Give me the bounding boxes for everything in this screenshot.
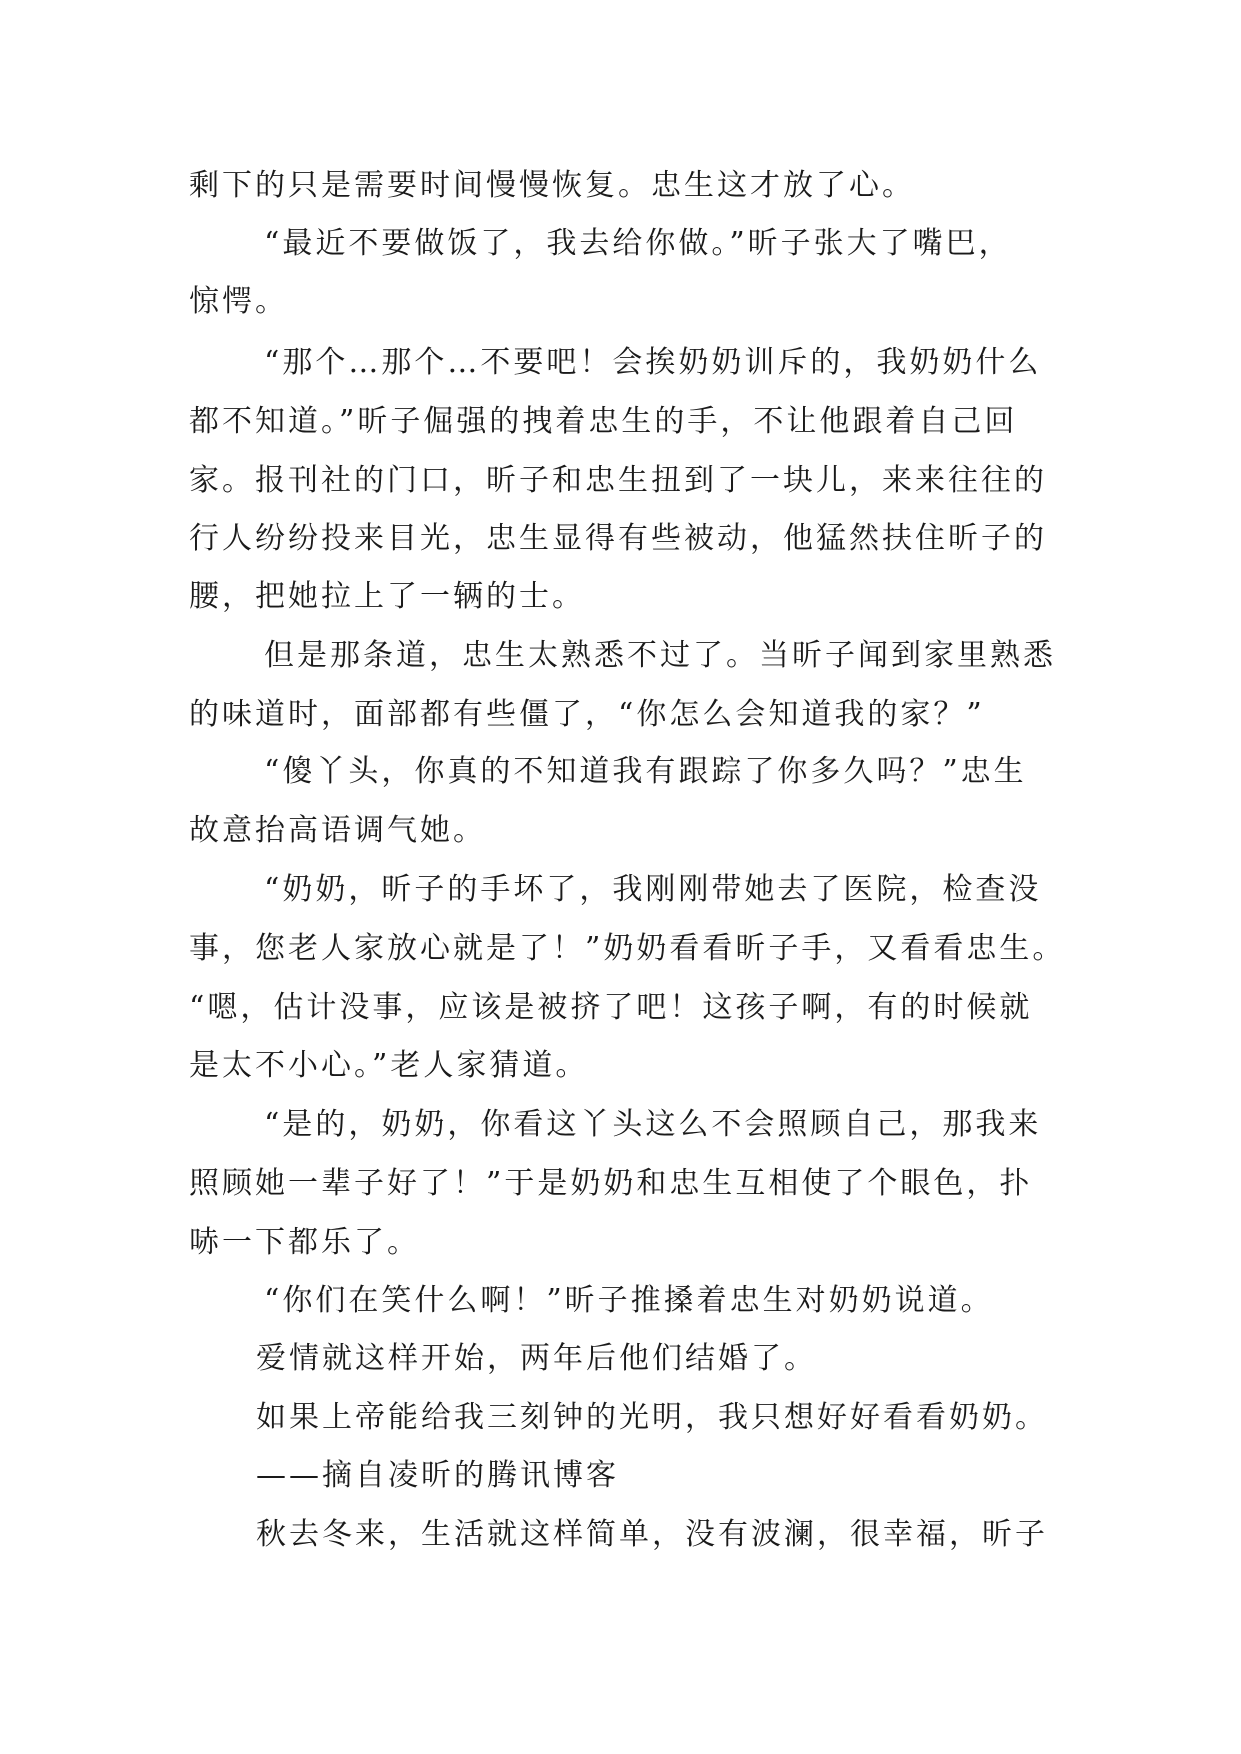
text-line: 事，您老人家放心就是了！”奶奶看看昕子手，又看看忠生。: [189, 931, 1066, 966]
text-line: 都不知道。”昕子倔强的拽着忠生的手，不让他跟着自己回: [189, 404, 1018, 439]
text-line: 但是那条道，忠生太熟悉不过了。当昕子闻到家里熟悉: [264, 638, 1056, 673]
text-line: 故意抬高语调气她。: [189, 813, 486, 848]
text-line: 照顾她一辈子好了！”于是奶奶和忠生互相使了个眼色，扑: [189, 1166, 1033, 1201]
text-line: 行人纷纷投来目光，忠生显得有些被动，他猛然扶住昕子的: [189, 521, 1047, 556]
text-line: 哧一下都乐了。: [189, 1225, 420, 1260]
text-line: 爱情就这样开始，两年后他们结婚了。: [256, 1341, 817, 1376]
text-line: “奶奶，昕子的手坏了，我刚刚带她去了医院，检查没: [264, 872, 1042, 907]
text-line: “是的，奶奶，你看这丫头这么不会照顾自己，那我来: [264, 1107, 1042, 1142]
text-line: 秋去冬来，生活就这样简单，没有波澜，很幸福，昕子: [256, 1517, 1048, 1552]
text-line: 是太不小心。”老人家猜道。: [189, 1048, 589, 1083]
text-line: “你们在笑什么啊！”昕子推搡着忠生对奶奶说道。: [264, 1283, 994, 1318]
text-line: 剩下的只是需要时间慢慢恢复。忠生这才放了心。: [189, 168, 915, 203]
text-line: 家。报刊社的门口，昕子和忠生扭到了一块儿，来来往往的: [189, 463, 1047, 498]
text-line: “最近不要做饭了，我去给你做。”昕子张大了嘴巴，: [264, 226, 1012, 261]
text-line: 惊愕。: [189, 284, 288, 319]
text-line: “嗯，估计没事，应该是被挤了吧！这孩子啊，有的时候就: [189, 990, 1033, 1025]
text-line: “傻丫头，你真的不知道我有跟踪了你多久吗？”忠生: [264, 754, 1027, 789]
text-line: 腰，把她拉上了一辆的士。: [189, 579, 585, 614]
text-line: “那个…那个…不要吧！会挨奶奶训斥的，我奶奶什么: [264, 345, 1042, 380]
attribution-line: ——摘自凌昕的腾讯博客: [256, 1458, 619, 1493]
text-line: 如果上帝能给我三刻钟的光明，我只想好好看看奶奶。: [256, 1400, 1048, 1435]
text-line: 的味道时，面部都有些僵了，“你怎么会知道我的家？”: [189, 697, 985, 732]
